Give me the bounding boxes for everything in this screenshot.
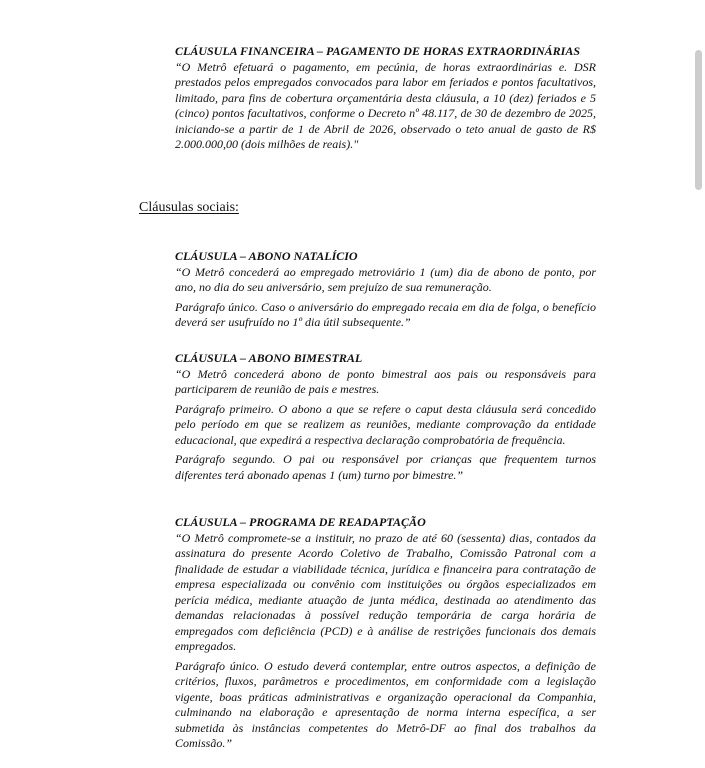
- clause-paragraph: “O Metrô concederá abono de ponto bimestral aos pais ou responsáveis para participarem de reunião de pais e mestres.: [175, 366, 596, 396]
- clause-paragraph: “O Metrô compromete-se a instituir, no prazo de até 60 (sessenta) dias, contados da assinatura do presente Acordo Coletivo de Trabalho, Comissão Patronal com a finalidade de estudar a viabilidade técnica, jurídica e financeira para contratação de empresa especializada ou convênio com instituições ou órgãos especializados em perícia médica, mediante atuação de junta médica, destinada ao atendimento das demandas relacionadas à possível redução temporária de carga horária de empregados com deficiência (PCD) e à análise de restrições funcionais dos demais empregados.: [175, 530, 596, 653]
- clause-paragraph: Parágrafo único. O estudo deverá contemplar, entre outros aspectos, a definição de critérios, fluxos, parâmetros e procedimentos, em conformidade com a legislação vigente, boas práticas administrativas e organização operacional da Companhia, culminando na elaboração e apresentação de norma interna específica, a ser submetida às instâncias competentes do Metrô-DF ao final dos trabalhos da Comissão.”: [175, 658, 596, 750]
- clause-paragraph: Parágrafo único. Caso o aniversário do empregado recaia em dia de folga, o benefício deverá ser usufruído no 1º dia útil subsequente.”: [175, 299, 596, 329]
- clause-title: CLÁUSULA – PROGRAMA DE READAPTAÇÃO: [175, 515, 426, 529]
- clause-title: CLÁUSULA – ABONO BIMESTRAL: [175, 351, 363, 365]
- clause-paragraph: Parágrafo segundo. O pai ou responsável por crianças que frequentem turnos diferentes terá abonado apenas 1 (um) turno por bimestre.”: [175, 452, 596, 482]
- clause-programa-readaptacao: [175, 515, 596, 752]
- section-heading: Cláusulas sociais:: [139, 200, 239, 215]
- clause-title: CLÁUSULA – ABONO NATALÍCIO: [175, 249, 358, 263]
- clause-paragraph: “O Metrô concederá ao empregado metroviário 1 (um) dia de abono de ponto, por ano, no dia do seu aniversário, sem prejuízo de sua remuneração.: [175, 264, 596, 294]
- clause-abono-bimestral: [175, 351, 596, 483]
- clause-title: CLÁUSULA FINANCEIRA – PAGAMENTO DE HORAS EXTRAORDINÁRIAS: [175, 44, 581, 58]
- clause-abono-natalicio: [175, 249, 596, 331]
- clause-paragraph: Parágrafo primeiro. O abono a que se refere o caput desta cláusula será concedido pelo período em que se realizem as reuniões, mediante comprovação da entidade educacional, que expedirá a respectiva declaração comprobatória de frequência.: [175, 401, 596, 447]
- clause-financial: [175, 44, 596, 153]
- clause-paragraph: “O Metrô efetuará o pagamento, em pecúnia, de horas extraordinárias e. DSR prestados pelos empregados convocados para labor em feriados e pontos facultativos, limitado, para fins de cobertura orçamentária desta cláusula, a 10 (dez) feriados e 5 (cinco) pontos facultativos, conforme o Decreto nº 48.117, de 30 de dezembro de 2025, iniciando-se a partir de 1 de Abril de 2026, observado o teto anual de gasto de R$ 2.000.000,00 (dois milhões de reais).": [175, 59, 596, 151]
- vertical-scrollbar[interactable]: [691, 0, 705, 768]
- scrollbar-thumb[interactable]: [695, 50, 702, 190]
